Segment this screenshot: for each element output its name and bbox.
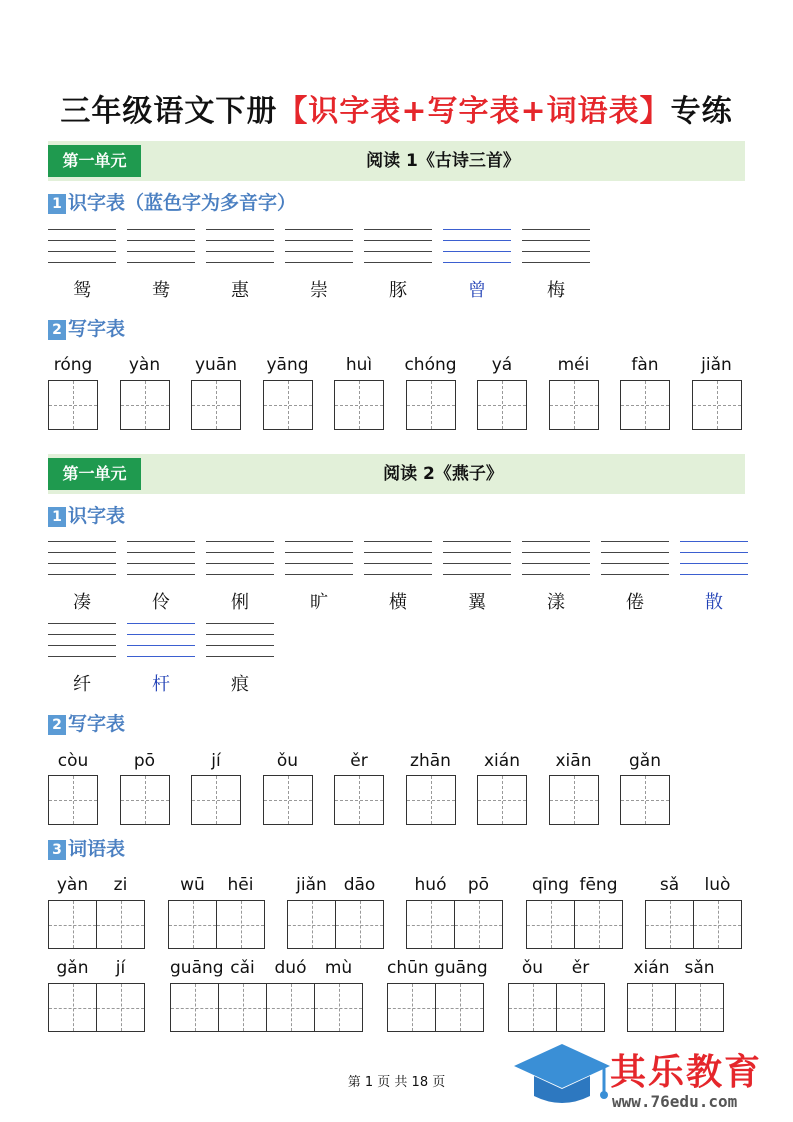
guide-line-v <box>339 984 340 1031</box>
pinyin-line <box>601 552 669 553</box>
guide-line-v <box>145 776 146 824</box>
pinyin-line <box>443 563 511 564</box>
word-pinyin: ěr <box>571 958 590 978</box>
word-pinyin: luò <box>704 875 731 895</box>
pinyin-line <box>443 574 511 575</box>
pinyin-lines[interactable] <box>206 623 274 657</box>
word-box[interactable] <box>627 983 676 1032</box>
guide-line-v <box>360 901 361 948</box>
word-pinyin: chūn guāng <box>387 958 488 978</box>
guide-line-v <box>645 776 646 824</box>
pinyin-lines[interactable] <box>127 229 195 263</box>
word-box[interactable] <box>96 900 145 949</box>
pinyin-line <box>206 656 274 657</box>
heading-label: 写字表 <box>68 713 126 735</box>
write-heading <box>48 317 125 341</box>
pinyin-lines[interactable] <box>127 541 195 575</box>
word-box[interactable] <box>287 900 336 949</box>
pinyin-line <box>48 623 116 624</box>
guide-line-v <box>359 776 360 824</box>
heading-label: 词语表 <box>68 838 126 860</box>
pinyin-label: xiān <box>555 751 592 771</box>
pinyin-line <box>127 240 195 241</box>
pinyin-line <box>285 574 353 575</box>
word-box[interactable] <box>168 900 217 949</box>
pinyin-line <box>206 634 274 635</box>
recognize-char: 崇 <box>310 280 328 301</box>
pinyin-lines[interactable] <box>601 541 669 575</box>
title-highlight: 【识字表+写字表+词语表】 <box>277 94 671 129</box>
heading-label: 写字表 <box>68 318 126 340</box>
pinyin-line <box>48 574 116 575</box>
title-suffix: 专练 <box>670 94 733 129</box>
writing-box[interactable] <box>263 380 313 430</box>
pinyin-line <box>206 623 274 624</box>
pinyin-line <box>48 645 116 646</box>
word-pinyin: wū <box>180 875 205 895</box>
word-box[interactable] <box>266 983 315 1032</box>
pinyin-lines[interactable] <box>206 229 274 263</box>
word-pinyin: hēi <box>227 875 254 895</box>
guide-line-v <box>73 381 74 429</box>
pinyin-lines[interactable] <box>285 541 353 575</box>
writing-box[interactable] <box>549 775 599 825</box>
guide-line-v <box>216 381 217 429</box>
pinyin-line <box>127 262 195 263</box>
recognize-char: 纤 <box>73 674 91 695</box>
pinyin-line <box>285 229 353 230</box>
pinyin-line <box>522 262 590 263</box>
recognize-char: 鸳 <box>73 280 91 301</box>
writing-box[interactable] <box>48 380 98 430</box>
recognize-char: 翼 <box>468 592 486 613</box>
pinyin-line <box>48 552 116 553</box>
pinyin-line <box>443 541 511 542</box>
pinyin-line <box>364 552 432 553</box>
pinyin-label: zhān <box>410 751 451 771</box>
pinyin-line <box>206 645 274 646</box>
guide-line-v <box>145 381 146 429</box>
writing-box[interactable] <box>477 775 527 825</box>
pinyin-label: ěr <box>350 751 368 771</box>
recognize-heading <box>48 191 296 215</box>
pinyin-lines[interactable] <box>522 541 590 575</box>
guide-line-v <box>670 901 671 948</box>
write-heading <box>48 712 125 736</box>
lesson-title: 阅读 1《古诗三首》 <box>366 151 520 171</box>
pinyin-line <box>127 634 195 635</box>
word-box[interactable] <box>335 900 384 949</box>
heading-number: 1 <box>48 507 66 527</box>
word-box[interactable] <box>556 983 605 1032</box>
pinyin-line <box>680 541 748 542</box>
pinyin-lines[interactable] <box>127 623 195 657</box>
recognize-heading <box>48 504 125 528</box>
guide-line-v <box>121 984 122 1031</box>
writing-box[interactable] <box>406 775 456 825</box>
guide-line-v <box>195 984 196 1031</box>
pinyin-lines[interactable] <box>285 229 353 263</box>
writing-box[interactable] <box>334 775 384 825</box>
guide-line-v <box>288 381 289 429</box>
pinyin-label: huì <box>345 355 373 375</box>
word-box[interactable] <box>218 983 267 1032</box>
pinyin-line <box>601 541 669 542</box>
pinyin-label: yàn <box>128 355 161 375</box>
word-pinyin: duó <box>274 958 307 978</box>
pinyin-lines[interactable] <box>522 229 590 263</box>
brand-url: www.76edu.com <box>612 1092 738 1111</box>
pinyin-line <box>680 574 748 575</box>
pinyin-line <box>48 634 116 635</box>
guide-line-v <box>312 901 313 948</box>
guide-line-v <box>533 984 534 1031</box>
pinyin-lines[interactable] <box>443 541 511 575</box>
word-box[interactable] <box>216 900 265 949</box>
writing-box[interactable] <box>120 380 170 430</box>
lesson-band <box>48 141 745 181</box>
word-pinyin: jí <box>115 958 126 978</box>
pinyin-line <box>285 251 353 252</box>
word-pinyin: sǎn <box>684 958 715 978</box>
pinyin-label: fàn <box>631 355 659 375</box>
guide-line-v <box>359 381 360 429</box>
pinyin-line <box>522 541 590 542</box>
heading-label: 识字表（蓝色字为多音字） <box>68 192 297 214</box>
word-pinyin: mù <box>324 958 353 978</box>
heading-label: 识字表 <box>68 505 126 527</box>
pinyin-label: róng <box>53 355 93 375</box>
writing-box[interactable] <box>620 380 670 430</box>
pinyin-line <box>285 541 353 542</box>
pinyin-line <box>48 240 116 241</box>
word-pinyin: ǒu <box>521 958 544 978</box>
pinyin-line <box>127 563 195 564</box>
pinyin-line <box>48 563 116 564</box>
pinyin-line <box>364 229 432 230</box>
word-pinyin: sǎ <box>659 875 680 895</box>
heading-number: 1 <box>48 194 66 214</box>
heading-number: 2 <box>48 715 66 735</box>
word-box[interactable] <box>314 983 363 1032</box>
pinyin-line <box>601 574 669 575</box>
guide-line-v <box>73 776 74 824</box>
guide-line-v <box>291 984 292 1031</box>
brand-name: 其乐教育 <box>610 1052 763 1093</box>
pinyin-line <box>48 541 116 542</box>
pinyin-label: chóng <box>404 355 457 375</box>
pinyin-label: yāng <box>266 355 309 375</box>
guide-line-v <box>431 381 432 429</box>
word-box[interactable] <box>645 900 694 949</box>
word-pinyin: qīng <box>531 875 570 895</box>
pinyin-label: jiǎn <box>701 355 732 375</box>
word-pinyin: jiǎn <box>296 875 327 895</box>
guide-line-v <box>502 381 503 429</box>
guide-line-v <box>431 776 432 824</box>
title-prefix: 三年级语文下册 <box>60 94 278 129</box>
pinyin-line <box>206 229 274 230</box>
pinyin-label: ǒu <box>276 751 299 771</box>
lesson-title: 阅读 2《燕子》 <box>383 464 503 484</box>
pinyin-line <box>48 251 116 252</box>
pinyin-line <box>364 251 432 252</box>
pinyin-label: méi <box>557 355 590 375</box>
polyphonic-char: 杆 <box>152 674 170 695</box>
word-box[interactable] <box>526 900 575 949</box>
pinyin-line <box>601 563 669 564</box>
heading-number: 3 <box>48 840 66 860</box>
recognize-char: 俐 <box>231 592 249 613</box>
lesson-band <box>48 454 745 494</box>
polyphonic-char: 曾 <box>468 280 486 301</box>
word-box[interactable] <box>508 983 557 1032</box>
word-pinyin: dāo <box>343 875 376 895</box>
pinyin-lines[interactable] <box>364 229 432 263</box>
recognize-char: 旷 <box>310 592 328 613</box>
pinyin-line <box>443 552 511 553</box>
word-box[interactable] <box>693 900 742 949</box>
graduation-cap-icon <box>512 1040 612 1110</box>
writing-box[interactable] <box>620 775 670 825</box>
recognize-char: 惠 <box>231 280 249 301</box>
word-box[interactable] <box>454 900 503 949</box>
pinyin-line <box>48 229 116 230</box>
guide-line-v <box>241 901 242 948</box>
pinyin-line <box>443 229 511 230</box>
word-box[interactable] <box>574 900 623 949</box>
pinyin-lines[interactable] <box>680 541 748 575</box>
pinyin-line <box>206 574 274 575</box>
pinyin-line <box>364 574 432 575</box>
pinyin-label: gǎn <box>629 751 661 771</box>
pinyin-line <box>127 574 195 575</box>
word-pinyin: guāng <box>170 958 224 978</box>
guide-line-v <box>412 984 413 1031</box>
guide-line-v <box>479 901 480 948</box>
pinyin-lines[interactable] <box>364 541 432 575</box>
pinyin-line <box>364 541 432 542</box>
pinyin-line <box>443 262 511 263</box>
guide-line-v <box>717 381 718 429</box>
recognize-char: 凑 <box>73 592 91 613</box>
pinyin-label: xián <box>484 751 520 771</box>
word-pinyin: gǎn <box>56 958 89 978</box>
writing-box[interactable] <box>191 380 241 430</box>
recognize-char: 漾 <box>547 592 565 613</box>
pinyin-line <box>127 623 195 624</box>
pinyin-line <box>364 563 432 564</box>
word-box[interactable] <box>48 900 97 949</box>
pinyin-lines[interactable] <box>48 541 116 575</box>
word-pinyin: cǎi <box>230 958 255 978</box>
recognize-char: 豚 <box>389 280 407 301</box>
word-pinyin: pō <box>467 875 490 895</box>
guide-line-v <box>216 776 217 824</box>
pinyin-line <box>48 262 116 263</box>
guide-line-v <box>574 776 575 824</box>
writing-box[interactable] <box>191 775 241 825</box>
pinyin-lines[interactable] <box>48 623 116 657</box>
pinyin-line <box>127 552 195 553</box>
pinyin-line <box>522 229 590 230</box>
pinyin-line <box>206 251 274 252</box>
recognize-char: 痕 <box>231 674 249 695</box>
word-box[interactable] <box>675 983 724 1032</box>
writing-box[interactable] <box>692 380 742 430</box>
page-title <box>0 86 793 130</box>
guide-line-v <box>581 984 582 1031</box>
pinyin-line <box>127 541 195 542</box>
guide-line-v <box>73 901 74 948</box>
writing-box[interactable] <box>406 380 456 430</box>
pinyin-label: yuān <box>194 355 238 375</box>
heading-number: 2 <box>48 320 66 340</box>
pinyin-lines[interactable] <box>443 229 511 263</box>
guide-line-v <box>121 901 122 948</box>
pinyin-line <box>206 262 274 263</box>
pinyin-line <box>285 262 353 263</box>
polyphonic-char: 散 <box>705 592 723 613</box>
pinyin-line <box>522 574 590 575</box>
pinyin-line <box>127 229 195 230</box>
pinyin-line <box>680 563 748 564</box>
guide-line-v <box>243 984 244 1031</box>
pinyin-line <box>522 240 590 241</box>
guide-line-v <box>700 984 701 1031</box>
guide-line-v <box>645 381 646 429</box>
pinyin-label: yá <box>491 355 513 375</box>
guide-line-v <box>288 776 289 824</box>
page-footer: 第 1 页 共 18 页 <box>347 1075 446 1090</box>
word-pinyin: yàn <box>56 875 89 895</box>
recognize-char: 倦 <box>626 592 644 613</box>
writing-box[interactable] <box>334 380 384 430</box>
pinyin-line <box>522 251 590 252</box>
word-box[interactable] <box>96 983 145 1032</box>
recognize-char: 鸯 <box>152 280 170 301</box>
word-box[interactable] <box>406 900 455 949</box>
pinyin-label: jí <box>211 751 221 771</box>
guide-line-v <box>718 901 719 948</box>
writing-box[interactable] <box>48 775 98 825</box>
word-box[interactable] <box>435 983 484 1032</box>
pinyin-line <box>206 563 274 564</box>
guide-line-v <box>193 901 194 948</box>
pinyin-line <box>285 240 353 241</box>
guide-line-v <box>599 901 600 948</box>
word-pinyin: huó <box>414 875 447 895</box>
pinyin-line <box>127 251 195 252</box>
pinyin-line <box>206 541 274 542</box>
pinyin-label: pō <box>133 751 156 771</box>
pinyin-line <box>443 240 511 241</box>
writing-box[interactable] <box>477 380 527 430</box>
pinyin-line <box>364 240 432 241</box>
recognize-char: 横 <box>389 592 407 613</box>
words-heading <box>48 837 125 861</box>
pinyin-line <box>48 656 116 657</box>
writing-box[interactable] <box>263 775 313 825</box>
word-pinyin: fēng <box>579 875 618 895</box>
writing-box[interactable] <box>549 380 599 430</box>
recognize-char: 梅 <box>547 280 565 301</box>
pinyin-line <box>206 552 274 553</box>
word-box[interactable] <box>170 983 219 1032</box>
word-pinyin: xián <box>633 958 670 978</box>
pinyin-line <box>285 552 353 553</box>
pinyin-line <box>206 240 274 241</box>
guide-line-v <box>574 381 575 429</box>
guide-line-v <box>551 901 552 948</box>
guide-line-v <box>652 984 653 1031</box>
pinyin-line <box>127 656 195 657</box>
word-box[interactable] <box>387 983 436 1032</box>
guide-line-v <box>502 776 503 824</box>
unit-tag: 第一单元 <box>48 145 141 177</box>
guide-line-v <box>73 984 74 1031</box>
pinyin-line <box>522 552 590 553</box>
pinyin-lines[interactable] <box>48 229 116 263</box>
writing-box[interactable] <box>120 775 170 825</box>
pinyin-line <box>680 552 748 553</box>
pinyin-line <box>443 251 511 252</box>
word-box[interactable] <box>48 983 97 1032</box>
pinyin-lines[interactable] <box>206 541 274 575</box>
word-pinyin: zi <box>113 875 128 895</box>
unit-tag: 第一单元 <box>48 458 141 490</box>
pinyin-line <box>285 563 353 564</box>
pinyin-line <box>127 645 195 646</box>
guide-line-v <box>431 901 432 948</box>
pinyin-line <box>522 563 590 564</box>
guide-line-v <box>460 984 461 1031</box>
pinyin-line <box>364 262 432 263</box>
recognize-char: 伶 <box>152 592 170 613</box>
pinyin-label: còu <box>57 751 89 771</box>
